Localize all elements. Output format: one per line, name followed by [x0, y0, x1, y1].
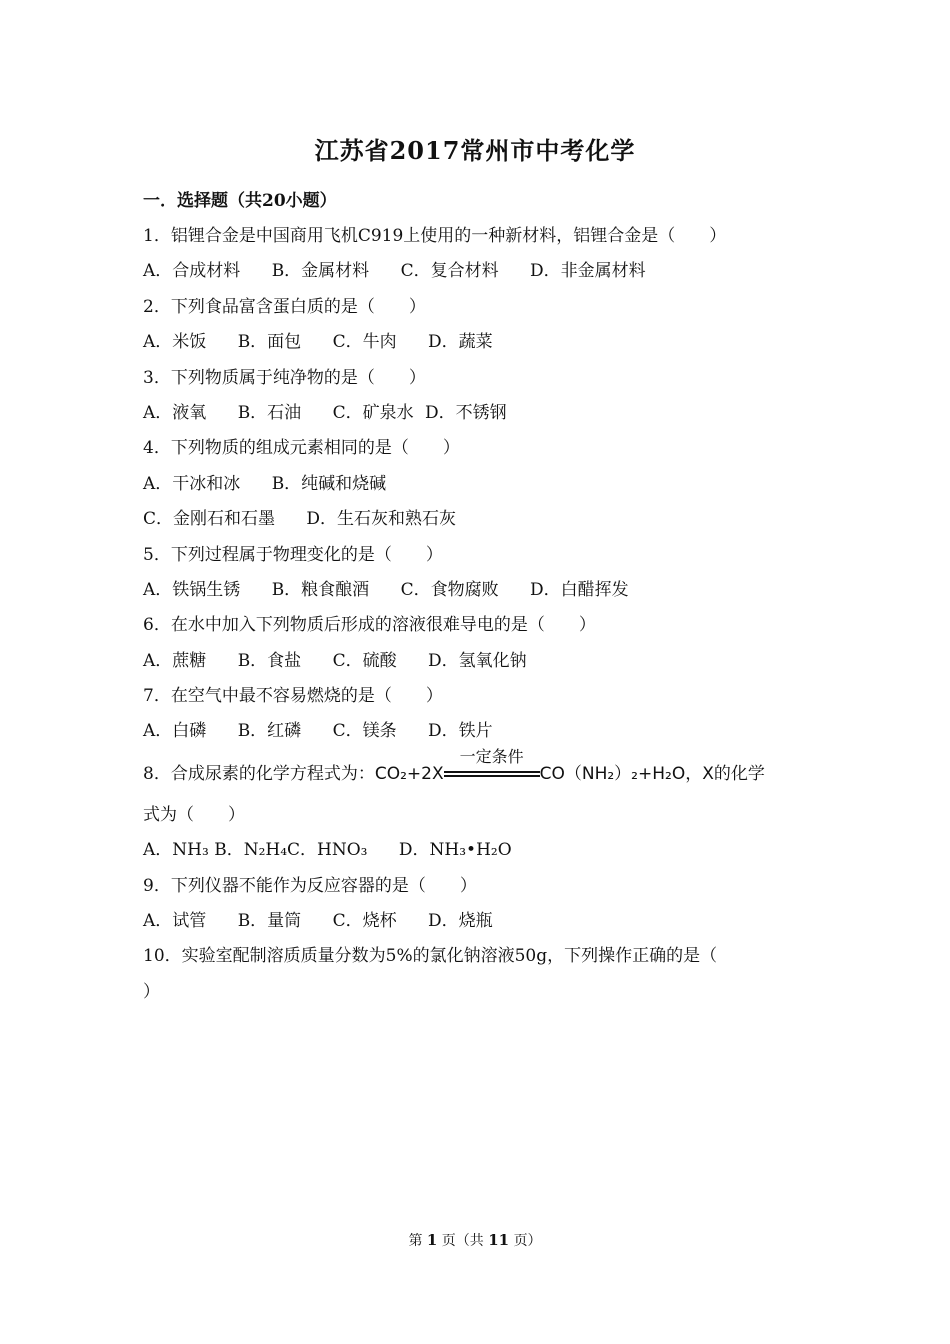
option-b: B．面包 — [237, 332, 302, 353]
option-a: A．干冰和冰 — [143, 473, 241, 494]
question-4-options-row2 — [143, 502, 823, 537]
option-b: B．石油 — [237, 402, 302, 423]
option-d: D．不锈钢 — [425, 402, 507, 423]
question-8-stem — [143, 747, 823, 798]
option-d: D．NH₃•H₂O — [398, 840, 512, 861]
option-a: A．米饭 — [143, 332, 207, 353]
question-10-stem: 10．实验室配制溶质质量分数为5%的氯化钠溶液50g，下列操作正确的是（ — [143, 946, 718, 967]
option-b: B．粮食酿酒 — [271, 579, 370, 600]
option-d: D．烧瓶 — [428, 911, 493, 932]
option-a: A．蔗糖 — [143, 650, 207, 671]
option-d: D．生石灰和熟石灰 — [306, 509, 457, 530]
option-c: C．镁条 — [332, 721, 397, 742]
option-d: D．氢氧化钠 — [428, 650, 527, 671]
option-c: C．烧杯 — [332, 911, 397, 932]
option-c: C．复合材料 — [400, 261, 499, 282]
question-4-options-row1 — [143, 467, 823, 502]
option-a: A．铁锅生锈 — [143, 579, 241, 600]
question-list — [143, 219, 823, 1010]
section-heading: 一．选择题（共20小题） — [143, 191, 337, 211]
question-8-options — [143, 833, 823, 868]
question-1-options — [143, 254, 823, 289]
option-d: D．蔬菜 — [428, 332, 493, 353]
option-a: A．试管 — [143, 911, 207, 932]
question-5-options — [143, 573, 823, 608]
option-a: A．合成材料 — [143, 261, 241, 282]
option-b: B．金属材料 — [271, 261, 370, 282]
question-2-options — [143, 325, 823, 360]
footer-total-pages: 11 — [488, 1231, 510, 1249]
footer-page-number: 1 — [426, 1231, 438, 1249]
question-5-stem: 5．下列过程属于物理变化的是（ ） — [143, 544, 443, 565]
reaction-condition: 一定条件 — [459, 747, 524, 767]
option-d: D．白醋挥发 — [530, 579, 629, 600]
reaction-arrow — [444, 747, 540, 784]
option-a-b-c: A．NH₃ B．N₂H₄C．HNO₃ — [143, 840, 368, 861]
equation-left: CO₂+2X — [374, 763, 444, 784]
question-9-stem: 9．下列仪器不能作为反应容器的是（ ） — [143, 875, 477, 896]
option-c: C．牛肉 — [332, 332, 397, 353]
page-title: 江苏省2017常州市中考化学 — [314, 136, 636, 165]
option-c: C．硫酸 — [332, 650, 397, 671]
page-footer — [0, 1230, 950, 1250]
option-c: C．食物腐败 — [400, 579, 499, 600]
option-a: A．液氧 — [143, 402, 207, 423]
question-8-stem-cont: 式为（ ） — [143, 804, 245, 825]
question-7-options — [143, 714, 823, 749]
option-b: B．量筒 — [237, 911, 302, 932]
footer-mid: 页（共 — [441, 1233, 484, 1249]
question-1-stem: 1．铝锂合金是中国商用飞机C919上使用的一种新材料，铝锂合金是（ ） — [143, 226, 727, 246]
option-d: D．铁片 — [428, 721, 493, 742]
question-3-stem: 3．下列物质属于纯净物的是（ ） — [143, 367, 426, 388]
option-a: A．白磷 — [143, 721, 207, 742]
question-4-stem: 4．下列物质的组成元素相同的是（ ） — [143, 438, 460, 459]
question-9-options — [143, 904, 823, 939]
footer-pre: 第 — [408, 1233, 423, 1249]
question-6-options — [143, 644, 823, 679]
equation-right: CO（NH₂）₂+H₂O，X的化学 — [539, 763, 765, 784]
option-c: C．矿泉水 — [332, 402, 414, 423]
option-d: D．非金属材料 — [530, 261, 646, 282]
option-c: C．金刚石和石墨 — [143, 509, 276, 530]
question-3-options — [143, 396, 823, 431]
option-b: B．红磷 — [237, 721, 302, 742]
footer-post: 页） — [513, 1233, 542, 1249]
question-6-stem: 6．在水中加入下列物质后形成的溶液很难导电的是（ ） — [143, 615, 596, 636]
question-7-stem: 7．在空气中最不容易燃烧的是（ ） — [143, 686, 443, 707]
question-2-stem: 2．下列食品富含蛋白质的是（ ） — [143, 296, 426, 317]
option-b: B．纯碱和烧碱 — [271, 473, 387, 494]
question-10-stem-cont: ） — [143, 981, 160, 1002]
question-8-prefix: 8．合成尿素的化学方程式为： — [143, 763, 375, 784]
option-b: B．食盐 — [237, 650, 302, 671]
